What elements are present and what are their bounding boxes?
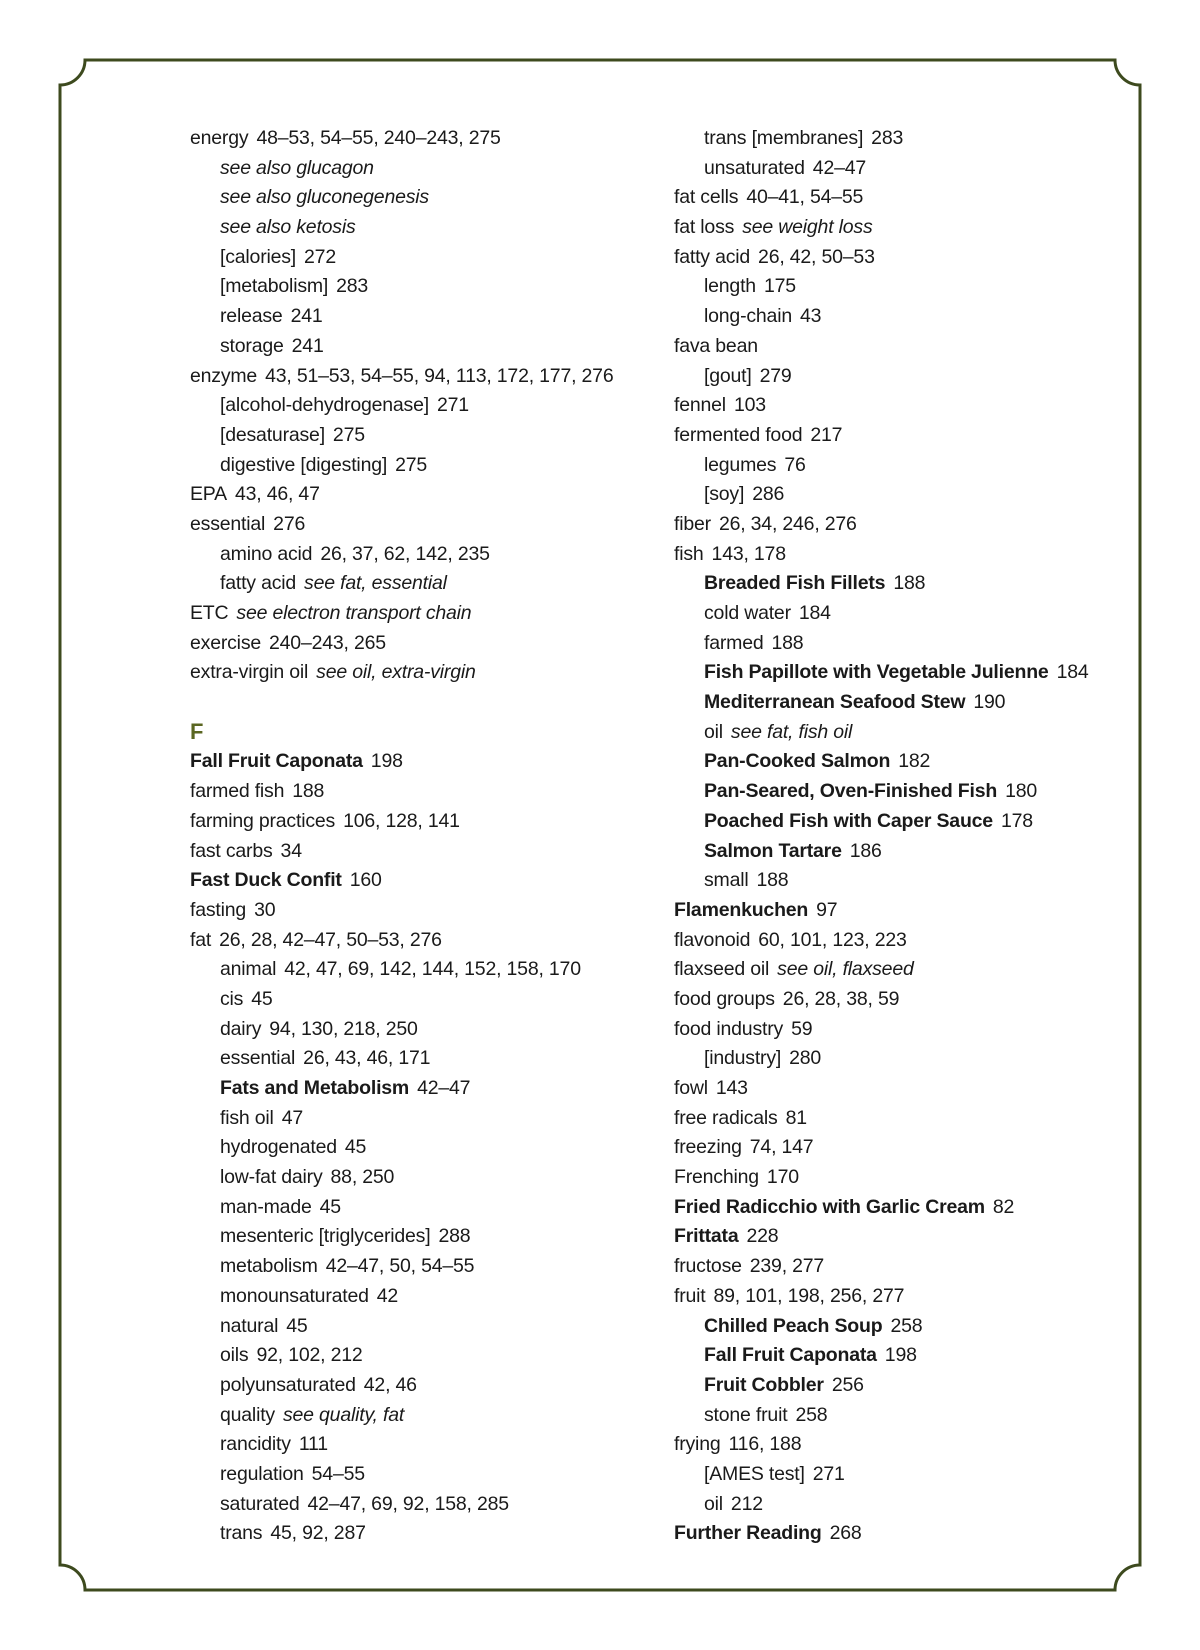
entry-term: legumes [704,453,777,476]
entry-pages: 43, 46, 47 [234,483,320,506]
entry-see-reference: see fat, fish oil [730,720,853,743]
entry-term: oil [704,720,723,743]
index-entry [674,332,1144,362]
entry-pages: 45 [286,1314,308,1337]
entry-term: release [220,305,283,328]
entry-pages: 188 [756,869,789,892]
index-entry [190,777,660,807]
entry-pages: 188 [292,780,325,803]
entry-pages: 143 [715,1077,748,1099]
entry-pages: 178 [1000,809,1033,832]
index-subentry [674,718,1144,748]
entry-term: Pan-Seared, Oven-Finished Fish [704,780,998,803]
entry-term: fat loss [674,216,735,239]
entry-pages: 256 [831,1373,864,1396]
entry-term: saturated [220,1492,300,1515]
entry-pages: 47 [281,1106,303,1129]
entry-pages: 188 [771,631,804,654]
entry-term: quality [220,1403,275,1426]
entry-see-reference: see also gluconegenesis [220,186,429,209]
entry-term: [alcohol-dehydrogenase] [220,394,429,417]
index-subentry [190,1044,660,1074]
entry-term: Fats and Metabolism [220,1077,410,1100]
entry-pages: 26, 28, 38, 59 [782,987,900,1010]
index-entry [674,955,1144,985]
entry-term: [soy] [704,483,745,506]
index-entry [674,540,1144,570]
entry-term: free radicals [674,1106,778,1129]
entry-term: Fall Fruit Caponata [704,1344,877,1367]
entry-pages: 40–41, 54–55 [746,186,864,209]
index-subentry [190,540,660,570]
entry-pages: 228 [746,1225,779,1248]
entry-term: [calories] [220,245,297,268]
entry-term: [desaturase] [220,423,325,446]
entry-term: regulation [220,1462,304,1485]
entry-pages: 26, 28, 42–47, 50–53, 276 [219,928,442,951]
entry-pages: 26, 42, 50–53 [758,245,875,268]
entry-term: stone fruit [704,1403,788,1426]
index-subentry [190,391,660,421]
entry-term: essential [190,512,266,535]
index-subentry [190,1371,660,1401]
entry-term: [industry] [704,1047,782,1070]
entry-pages: 241 [291,334,324,357]
entry-term: food industry [674,1017,784,1040]
entry-pages: 288 [438,1225,471,1248]
entry-pages: 43, 51–53, 54–55, 94, 113, 172, 177, 276 [265,364,614,387]
entry-pages: 258 [795,1403,828,1426]
entry-term: fish oil [220,1106,274,1129]
index-entry [674,985,1144,1015]
entry-pages: 186 [849,839,882,862]
entry-see-reference: see fat, essential [304,572,447,595]
entry-see-reference: see quality, fat [282,1403,405,1426]
index-entry [190,807,660,837]
entry-pages: 42 [376,1284,399,1307]
index-subentry [674,569,1144,599]
index-entry [190,658,660,688]
entry-pages: 59 [791,1017,813,1040]
entry-pages: 42, 46 [363,1373,417,1396]
index-entry [190,510,660,540]
entry-pages: 279 [759,364,792,387]
index-entry [674,183,1144,213]
entry-pages: 26, 37, 62, 142, 235 [320,542,490,565]
index-subentry [190,1430,660,1460]
entry-term: fat cells [674,186,739,209]
entry-see-reference: see oil, extra-virgin [316,661,476,684]
index-subentry [674,1341,1144,1371]
entry-term: long-chain [704,305,792,328]
index-subentry [190,1490,660,1520]
entry-pages: 283 [871,127,904,149]
entry-term: fava bean [674,334,758,357]
index-subentry [674,362,1144,392]
entry-pages: 43 [799,305,822,328]
entry-pages: 48–53, 54–55, 240–243, 275 [256,127,501,149]
entry-term: Flamenkuchen [674,898,809,921]
index-subentry [190,1133,660,1163]
entry-pages: 280 [789,1047,822,1070]
index-entry [674,1133,1144,1163]
entry-pages: 45 [319,1195,341,1218]
entry-term: cold water [704,602,791,624]
entry-term: Chilled Peach Soup [704,1314,883,1337]
index-entry [190,747,660,777]
entry-term: essential [220,1047,296,1070]
index-subentry [674,1371,1144,1401]
index-subentry [190,243,660,273]
entry-term: Mediterranean Seafood Stew [704,691,966,714]
entry-term: [metabolism] [220,275,329,298]
entry-pages: 188 [893,572,926,595]
entry-pages: 76 [784,453,806,476]
entry-term: fat [190,928,212,951]
index-subentry [674,658,1144,688]
index-subentry [190,955,660,985]
index-subentry [674,777,1144,807]
index-subentry [674,629,1144,659]
entry-term: hydrogenated [220,1136,337,1159]
entry-pages: 198 [370,750,403,773]
index-subentry [674,1044,1144,1074]
entry-pages: 241 [290,305,323,328]
index-subentry [190,1460,660,1490]
index-subentry [674,272,1144,302]
entry-term: Fall Fruit Caponata [190,750,363,773]
entry-pages: 54–55 [311,1462,365,1485]
entry-term: Salmon Tartare [704,839,842,862]
index-subentry [190,272,660,302]
index-entry [674,896,1144,926]
entry-term: exercise [190,631,262,654]
entry-term: flavonoid [674,928,751,951]
index-entry [190,866,660,896]
index-entry [674,510,1144,540]
entry-pages: 42–47 [812,156,867,179]
entry-pages: 258 [890,1314,923,1337]
index-subentry [190,183,660,213]
entry-term: storage [220,334,284,357]
index-subentry [674,302,1144,332]
entry-pages: 45, 92, 287 [270,1522,366,1545]
index-entry [190,629,660,659]
index-subentry [190,451,660,481]
entry-term: EPA [190,483,227,506]
entry-pages: 81 [785,1106,807,1129]
index-column-left [190,124,660,1549]
entry-term: low-fat dairy [220,1166,323,1189]
index-subentry [190,985,660,1015]
entry-term: Fish Papillote with Vegetable Julienne [704,661,1049,684]
section-letter: F [190,719,204,745]
entry-pages: 26, 43, 46, 171 [303,1047,431,1070]
entry-term: Fruit Cobbler [704,1373,824,1396]
entry-term: Frittata [674,1225,739,1248]
entry-pages: 97 [816,898,838,921]
index-subentry [190,154,660,184]
index-entry [674,1282,1144,1312]
entry-pages: 182 [898,750,931,773]
index-entry [674,1104,1144,1134]
index-entry [674,1193,1144,1223]
entry-term: farmed fish [190,780,285,803]
index-entry [674,1015,1144,1045]
entry-term: amino acid [220,542,313,565]
entry-pages: 240–243, 265 [269,631,386,654]
entry-pages: 34 [280,839,302,862]
entry-see-reference: see also ketosis [220,216,356,239]
entry-pages: 103 [733,394,766,417]
entry-term: mesenteric [triglycerides] [220,1225,431,1248]
entry-term: small [704,869,749,892]
entry-term: fasting [190,898,247,921]
index-entry [190,480,660,510]
entry-term: frying [674,1433,721,1456]
entry-term: fish [674,542,704,565]
entry-term: fatty acid [220,572,297,595]
index-subentry [190,569,660,599]
index-subentry [190,302,660,332]
entry-term: Poached Fish with Caper Sauce [704,809,993,832]
entry-term: flaxseed oil [674,958,770,981]
entry-term: energy [190,127,249,149]
index-entry [190,362,660,392]
index-subentry [190,1193,660,1223]
entry-pages: 45 [344,1136,367,1159]
entry-term: Fast Duck Confit [190,869,342,892]
entry-term: oil [704,1492,723,1515]
entry-term: monounsaturated [220,1284,369,1307]
index-entry [674,1163,1144,1193]
entry-see-reference: see oil, flaxseed [777,958,914,981]
entry-see-reference: see weight loss [742,216,873,239]
entry-pages: 184 [798,602,831,624]
index-entry [674,926,1144,956]
entry-term: fast carbs [190,839,273,862]
entry-pages: 271 [436,394,469,417]
index-subentry [674,1312,1144,1342]
entry-pages: 42–47, 69, 92, 158, 285 [307,1492,509,1515]
index-section-letter [190,688,660,747]
index-subentry [190,1015,660,1045]
entry-pages: 42–47 [417,1077,471,1100]
entry-pages: 190 [973,691,1006,714]
index-entry [190,837,660,867]
entry-term: polyunsaturated [220,1373,356,1396]
index-subentry [674,154,1144,184]
index-subentry [674,1460,1144,1490]
entry-term: fiber [674,512,711,535]
entry-term: fatty acid [674,245,751,268]
entry-term: Pan-Cooked Salmon [704,750,891,773]
entry-see-reference: see also glucagon [220,156,374,179]
entry-pages: 89, 101, 198, 256, 277 [713,1284,905,1307]
entry-pages: 26, 34, 246, 276 [718,512,857,535]
entry-pages: 94, 130, 218, 250 [269,1017,418,1040]
entry-see-reference: see electron transport chain [236,602,472,624]
index-subentry [190,1163,660,1193]
index-subentry [674,866,1144,896]
index-subentry [190,1104,660,1134]
entry-pages: 82 [992,1195,1015,1218]
entry-pages: 160 [349,869,382,892]
index-entry [674,1074,1144,1104]
index-subentry [190,213,660,243]
entry-pages: 45 [251,987,273,1010]
index-subentry [190,1341,660,1371]
entry-term: fruit [674,1284,706,1307]
index-subentry [190,1074,660,1104]
entry-term: [AMES test] [704,1462,805,1485]
entry-term: Further Reading [674,1522,822,1545]
entry-pages: 212 [730,1492,763,1515]
index-subentry [190,1401,660,1431]
index-entry [674,1252,1144,1282]
entry-pages: 239, 277 [749,1255,825,1278]
entry-term: [gout] [704,364,752,387]
entry-term: rancidity [220,1433,291,1456]
index-subentry [674,480,1144,510]
entry-term: ETC [190,602,229,624]
entry-pages: 106, 128, 141 [343,809,460,832]
index-subentry [190,1252,660,1282]
entry-pages: 111 [298,1433,328,1456]
entry-pages: 42–47, 50, 54–55 [325,1255,475,1278]
entry-term: fowl [674,1077,708,1099]
index-entry [674,1519,1144,1549]
index-entry [190,599,660,629]
entry-pages: 184 [1056,661,1089,684]
entry-term: unsaturated [704,156,805,179]
index-subentry [190,332,660,362]
entry-pages: 271 [812,1462,845,1485]
entry-pages: 88, 250 [330,1166,395,1189]
index-subentry [190,1312,660,1342]
index-entry [674,421,1144,451]
entry-term: Breaded Fish Fillets [704,572,886,595]
index-entry [674,391,1144,421]
entry-term: fennel [674,394,726,417]
entry-pages: 275 [395,453,428,476]
entry-term: natural [220,1314,279,1337]
entry-term: dairy [220,1017,262,1040]
index-entry [674,1430,1144,1460]
index-entry [674,1222,1144,1252]
index-subentry [674,807,1144,837]
entry-term: Frenching [674,1166,759,1189]
entry-pages: 92, 102, 212 [256,1344,363,1367]
entry-pages: 170 [766,1166,799,1189]
index-column-right [674,124,1144,1549]
entry-pages: 217 [810,423,843,446]
entry-pages: 276 [273,512,306,535]
entry-pages: 42, 47, 69, 142, 144, 152, 158, 170 [284,958,581,981]
entry-term: fermented food [674,423,803,446]
entry-term: extra-virgin oil [190,661,309,684]
entry-pages: 143, 178 [711,542,786,565]
entry-pages: 60, 101, 123, 223 [758,928,907,951]
entry-term: cis [220,987,244,1010]
index-entry [674,243,1144,273]
entry-term: man-made [220,1195,312,1218]
entry-term: farming practices [190,809,336,832]
index-subentry [190,1519,660,1549]
entry-term: farmed [704,631,764,654]
index-subentry [674,837,1144,867]
index-subentry [674,747,1144,777]
entry-term: food groups [674,987,775,1010]
entry-pages: 198 [884,1344,917,1367]
entry-term: metabolism [220,1255,318,1278]
index-subentry [190,421,660,451]
index-subentry [190,1222,660,1252]
index-entry [190,926,660,956]
index-entry [190,124,660,154]
index-subentry [190,1282,660,1312]
entry-pages: 175 [763,275,796,298]
entry-term: length [704,275,756,298]
entry-pages: 30 [254,898,276,921]
entry-term: fructose [674,1255,742,1278]
entry-term: freezing [674,1136,742,1159]
index-subentry [674,1401,1144,1431]
entry-term: digestive [digesting] [220,453,388,476]
entry-term: oils [220,1344,249,1367]
index-subentry [674,124,1144,154]
index-entry [190,896,660,926]
entry-term: enzyme [190,364,258,387]
entry-pages: 286 [752,483,785,506]
index-subentry [674,1490,1144,1520]
index-subentry [674,451,1144,481]
entry-term: Fried Radicchio with Garlic Cream [674,1195,985,1218]
entry-term: trans [220,1522,263,1545]
entry-pages: 180 [1005,780,1038,803]
entry-term: animal [220,958,277,981]
entry-term: trans [membranes] [704,127,864,149]
entry-pages: 268 [829,1522,862,1545]
index-entry [674,213,1144,243]
index-subentry [674,599,1144,629]
entry-pages: 275 [332,423,365,446]
entry-pages: 283 [336,275,369,298]
entry-pages: 74, 147 [749,1136,814,1159]
index-subentry [674,688,1144,718]
entry-pages: 116, 188 [728,1433,802,1456]
entry-pages: 272 [304,245,336,268]
